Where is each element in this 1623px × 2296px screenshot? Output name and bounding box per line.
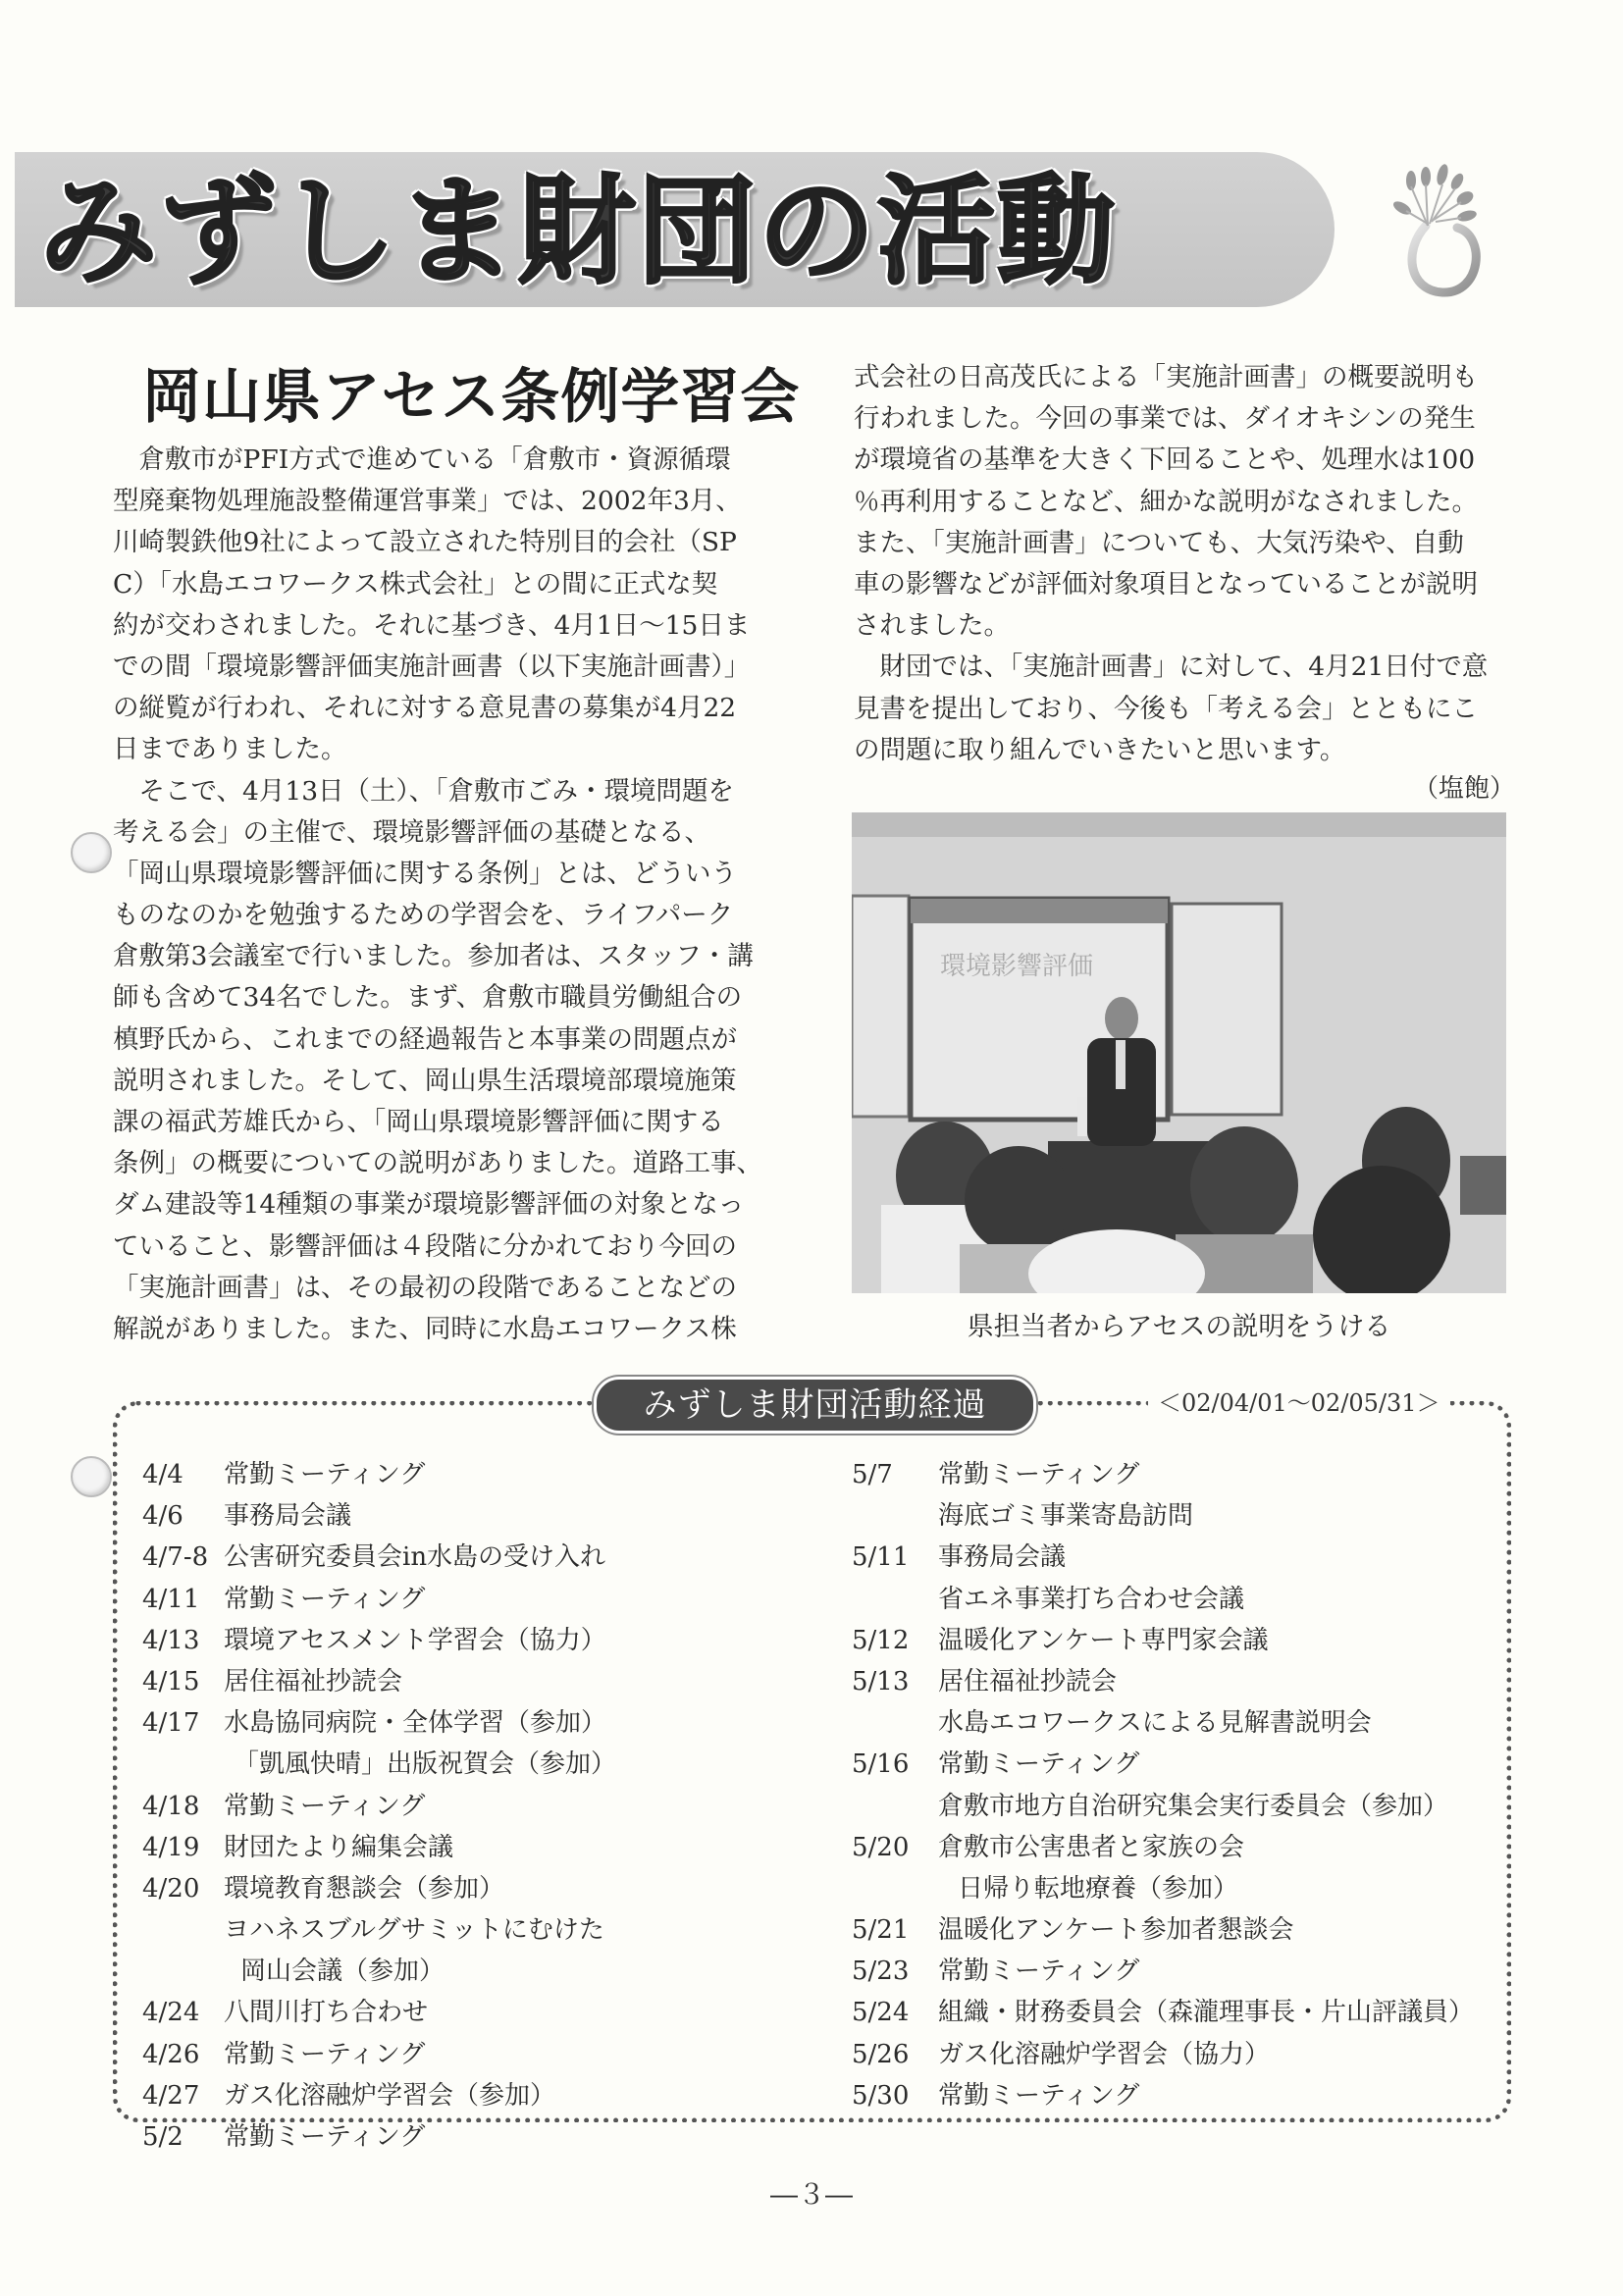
activity-date: 4/4 <box>142 1460 183 1489</box>
activity-description: 組織・財務委員会（森瀧理事長・片山評議員） <box>938 1998 1475 2028</box>
article-line: 川崎製鉄他9社によって設立された特別目的会社（SP <box>113 527 737 558</box>
activity-description: ガス化溶融炉学習会（参加） <box>224 2080 556 2111</box>
lecture-photo <box>852 812 1506 1293</box>
article-heading: 岡山県アセス条例学習会 <box>142 363 801 432</box>
activity-date: 5/16 <box>852 1749 910 1780</box>
activity-description: 常勤ミーティング <box>224 2122 426 2152</box>
article-line: 課の福武芳雄氏から、「岡山県環境影響評価に関する <box>113 1107 724 1137</box>
article-body-right <box>854 357 1521 771</box>
activity-date: 4/13 <box>142 1625 200 1655</box>
activity-description: 居住福祉抄読会 <box>224 1666 403 1696</box>
activity-description: 常勤ミーティング <box>938 2080 1140 2111</box>
article-line: 型廃棄物処理施設整備運営事業」では、2002年3月、 <box>113 486 742 517</box>
activity-description: 環境教育懇談会（参加） <box>224 1873 505 1904</box>
article-line: ダム建設等14種類の事業が環境影響評価の対象となっ <box>113 1189 745 1221</box>
article-line: されました。 <box>854 610 1010 642</box>
activity-description: 財団たより編集会議 <box>224 1832 454 1862</box>
article-line: が環境省の基準を大きく下回ることや、処理水は100 <box>854 444 1476 476</box>
activity-date: 4/11 <box>142 1584 200 1614</box>
article-line: そこで、4月13日（土）、「倉敷市ごみ・環境問題を <box>113 775 735 807</box>
activity-date: 4/18 <box>142 1791 200 1821</box>
article-line: ていること、影響評価は４段階に分かれており今回の <box>113 1230 737 1262</box>
activity-description: 水島協同病院・全体学習（参加） <box>224 1708 607 1739</box>
article-line: ％再利用することなど、細かな説明がなされました。 <box>854 486 1478 517</box>
activity-description: 倉敷市地方自治研究集会実行委員会（参加） <box>938 1791 1449 1821</box>
activity-description: 水島エコワークスによる見解書説明会 <box>938 1708 1372 1739</box>
article-line: 条例」の概要についての説明がありました。道路工事、 <box>113 1148 762 1179</box>
article-line: 解説がありました。また、同時に水島エコワークス株 <box>113 1313 737 1344</box>
activity-date: 4/27 <box>142 2080 200 2111</box>
article-line: 「岡山県環境影響評価に関する条例」とは、どういう <box>113 858 737 889</box>
activity-description: 岡山会議（参加） <box>240 1957 445 1987</box>
activity-description: 温暖化アンケート参加者懇談会 <box>938 1915 1294 1946</box>
activity-description: 海底ゴミ事業寄島訪問 <box>938 1501 1194 1532</box>
activity-description: ガス化溶融炉学習会（協力） <box>938 2039 1271 2069</box>
activity-description: 日帰り転地療養（参加） <box>958 1873 1239 1904</box>
activity-date-range: ＜02/04/01～02/05/31＞ <box>1148 1383 1450 1423</box>
activity-description: 常勤ミーティング <box>938 1957 1140 1987</box>
activity-date: 4/7-8 <box>142 1542 209 1573</box>
article-line: 考える会」の主催で、環境影響評価の基礎となる、 <box>113 816 710 848</box>
activity-date: 5/7 <box>852 1460 893 1489</box>
activity-date: 5/30 <box>852 2080 910 2111</box>
activity-description: 八間川打ち合わせ <box>224 1998 429 2028</box>
activity-date: 5/13 <box>852 1666 910 1696</box>
activity-description: 常勤ミーティング <box>938 1460 1140 1489</box>
activity-description: 省エネ事業打ち合わせ会議 <box>938 1584 1245 1614</box>
activity-date: 4/15 <box>142 1666 200 1696</box>
article-line: 式会社の日高茂氏による「実施計画書」の概要説明も <box>854 362 1478 392</box>
activity-description: 常勤ミーティング <box>224 2039 426 2069</box>
lecture-photo-image <box>852 812 1506 1293</box>
svg-text:環境影響評価: 環境影響評価 <box>940 952 1094 981</box>
punch-hole-mark <box>71 1456 112 1497</box>
page-title: みずしま財団の活動 <box>39 164 1117 300</box>
activity-description: 常勤ミーティング <box>938 1749 1140 1780</box>
activity-description: 公害研究委員会in水島の受け入れ <box>224 1542 606 1573</box>
activity-description: 居住福祉抄読会 <box>938 1666 1118 1696</box>
article-line: 「実施計画書」は、その最初の段階であることなどの <box>113 1272 737 1303</box>
activity-date: 5/21 <box>852 1915 910 1946</box>
activity-description: 「凱風快晴」出版祝賀会（参加） <box>234 1749 617 1780</box>
punch-hole-mark <box>71 832 112 873</box>
article-line: 師も含めて34名でした。まず、倉敷市職員労働組合の <box>113 982 743 1014</box>
activity-date: 4/17 <box>142 1708 200 1739</box>
activity-date: 5/20 <box>852 1832 910 1862</box>
activity-date: 5/2 <box>142 2122 183 2152</box>
article-line: 見書を提出しており、今後も「考える会」とともにこ <box>854 693 1478 724</box>
activity-date: 4/26 <box>142 2039 200 2069</box>
activity-date: 5/23 <box>852 1957 910 1987</box>
activity-date: 5/11 <box>852 1542 910 1573</box>
activity-date: 4/6 <box>142 1501 183 1532</box>
author-signature: （塩飽） <box>1413 774 1516 804</box>
activity-date: 5/26 <box>852 2039 910 2069</box>
article-body-left <box>113 440 790 1350</box>
activity-description: 事務局会議 <box>224 1501 352 1532</box>
article-line: 約が交わされました。それに基づき、4月1日～15日ま <box>113 609 751 641</box>
activity-date: 4/19 <box>142 1832 200 1862</box>
tree-circle-logo-icon <box>1388 157 1496 299</box>
activity-description: 常勤ミーティング <box>224 1584 426 1614</box>
article-line: ものなのかを勉強するための学習会を、ライフパーク <box>113 900 734 931</box>
activity-description: 倉敷市公害患者と家族の会 <box>938 1832 1245 1862</box>
activity-description: 事務局会議 <box>938 1542 1067 1573</box>
activity-date: 4/20 <box>142 1873 200 1904</box>
article-line: の問題に取り組んでいきたいと思います。 <box>854 734 1346 765</box>
article-line: C）「水島エコワークス株式会社」との間に正式な契 <box>113 568 718 600</box>
article-line: 槙野氏から、これまでの経過報告と本事業の問題点が <box>113 1023 737 1055</box>
article-line: 行われました。今回の事業では、ダイオキシンの発生 <box>854 403 1476 435</box>
page-number: ―３― <box>769 2178 853 2211</box>
article-line: 日までありました。 <box>113 734 347 765</box>
article-line: 車の影響などが評価対象項目となっていることが説明 <box>854 568 1478 600</box>
activity-date: 5/24 <box>852 1998 910 2028</box>
article-line: 説明されました。そして、岡山県生活環境部環境施策 <box>113 1065 737 1096</box>
article-line: 倉敷第3会議室で行いました。参加者は、スタッフ・講 <box>113 941 754 972</box>
activity-description: 常勤ミーティング <box>224 1460 426 1489</box>
activity-log-title: みずしま財団活動経過 <box>594 1377 1036 1434</box>
activity-description: 常勤ミーティング <box>224 1791 426 1821</box>
article-line: の縦覧が行われ、それに対する意見書の募集が4月22 <box>113 693 737 724</box>
article-line: また、「実施計画書」についても、大気汚染や、自動 <box>854 527 1464 558</box>
article-line: 財団では、「実施計画書」に対して、4月21日付で意 <box>854 652 1489 683</box>
activity-date: 4/24 <box>142 1998 200 2028</box>
photo-caption: 県担当者からアセスの説明をうける <box>967 1312 1391 1342</box>
article-line: での間「環境影響評価実施計画書（以下実施計画書）」 <box>113 651 751 682</box>
activity-description: ヨハネスブルグサミットにむけた <box>224 1915 604 1946</box>
activity-date: 5/12 <box>852 1625 910 1655</box>
activity-description: 環境アセスメント学習会（協力） <box>224 1625 606 1655</box>
article-line: 倉敷市がPFI方式で進めている「倉敷市・資源循環 <box>113 444 731 475</box>
activity-description: 温暖化アンケート専門家会議 <box>938 1625 1269 1655</box>
